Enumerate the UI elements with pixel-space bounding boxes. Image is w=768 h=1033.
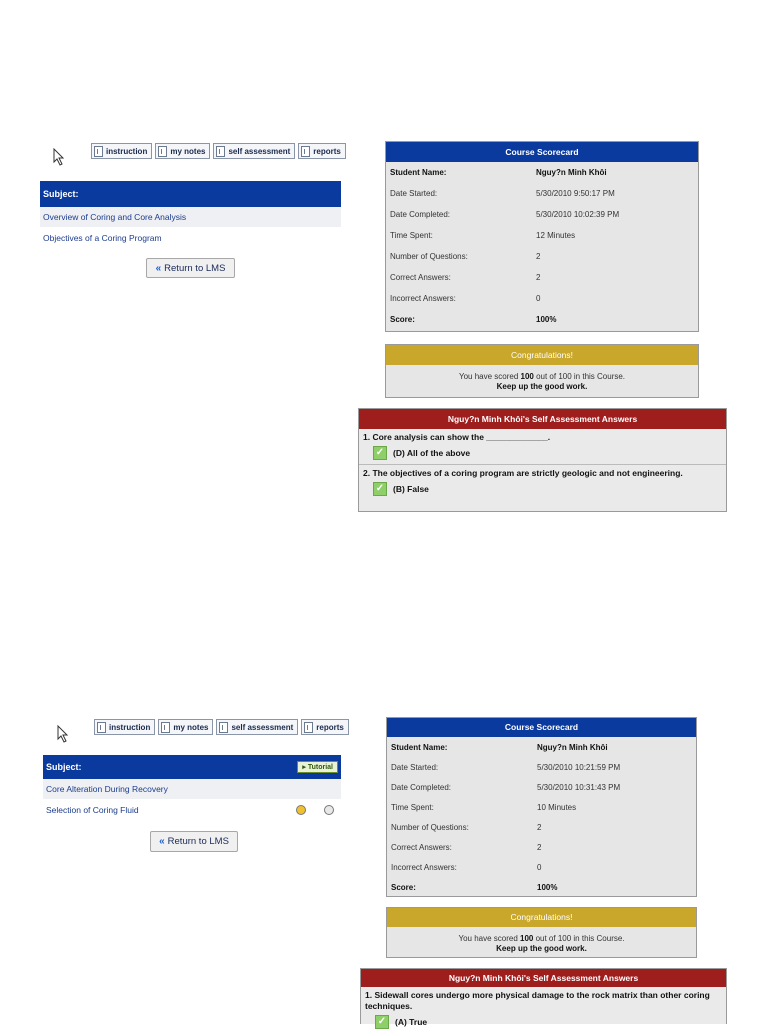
encouragement-message: Keep up the good work. [496,944,587,953]
scorecard-row: Date Completed: 5/30/2010 10:02:39 PM [390,210,620,219]
reports-icon [304,722,313,733]
scorecard-row: Number of Questions: 2 [391,822,542,832]
answer-row: ✓ (B) False [359,481,726,500]
scorecard-row: Date Completed: 5/30/2010 10:31:43 PM [391,782,621,792]
scorecard-row: Score: 100% [390,315,557,324]
tutorial-button[interactable]: ▸ Tutorial [297,761,338,773]
encouragement-message: Keep up the good work. [496,382,588,391]
my-notes-button[interactable]: my notes [155,143,210,159]
self-assessment-answers [360,968,727,1027]
congratulations-title: Congratulations! [387,908,696,927]
self-assessment-button[interactable]: self assessment [213,143,295,159]
scorecard-row: Incorrect Answers: 0 [390,294,541,303]
subject-header: Subject: [40,181,341,207]
scorecard-row: Date Started: 5/30/2010 10:21:59 PM [391,762,621,772]
scorecard-row: Incorrect Answers: 0 [391,862,542,872]
scorecard-row: Correct Answers: 2 [390,273,541,282]
question-text: 1. Sidewall cores undergo more physical damage to the rock matrix than other coring techniques. [365,990,710,1011]
instruction-button[interactable]: instruction [94,719,155,735]
score-message: You have scored 100 out of 100 in this Course. [458,372,626,381]
scorecard-row: Time Spent: 12 Minutes [390,231,576,240]
double-left-arrow-icon: « [159,836,165,847]
assessment-icon [219,722,228,733]
scorecard-row: Date Started: 5/30/2010 9:50:17 PM [390,189,615,198]
double-left-arrow-icon: « [155,262,162,274]
mouse-cursor-icon [53,148,67,166]
info-icon[interactable] [324,805,334,815]
reports-button[interactable]: reports [301,719,349,735]
scorecard-row: Score: 100% [391,882,558,892]
congratulations-title: Congratulations! [386,345,698,365]
notes-icon [158,146,167,157]
subject-header: Subject: ▸ Tutorial [43,755,341,779]
course-scorecard [386,717,697,897]
return-to-lms-button[interactable]: « Return to LMS [150,831,238,852]
congratulations-box [386,907,697,958]
subject-link-core-alteration[interactable]: Core Alteration During Recovery [43,779,341,799]
my-notes-button[interactable]: my notes [158,719,213,735]
bottom-toolbar [94,719,349,735]
mouse-cursor-icon [57,725,71,743]
scorecard-row: Time Spent: 10 Minutes [391,802,577,812]
checkmark-icon: ✓ [373,482,387,496]
self-assessment-button[interactable]: self assessment [216,719,298,735]
instruction-button[interactable]: instruction [91,143,152,159]
self-assessment-answers [358,408,727,512]
scorecard-title: Course Scorecard [386,142,698,162]
scorecard-row: Student Name: Nguy?n Minh Khôi [391,742,608,752]
notes-icon [161,722,170,733]
scorecard-row: Number of Questions: 2 [390,252,541,261]
media-icon[interactable] [296,805,306,815]
answers-title: Nguy?n Minh Khôi's Self Assessment Answers [361,969,726,987]
reports-icon [301,146,310,157]
question-text: 2. The objectives of a coring program are strictly geologic and not engineering. [363,468,683,478]
scorecard-title: Course Scorecard [387,718,696,737]
subject-link-coring-fluid[interactable]: Selection of Coring Fluid [43,800,341,820]
row-actions [296,805,334,815]
question-text: 1. Core analysis can show the _____________. [363,432,551,442]
reports-button[interactable]: reports [298,143,346,159]
instruction-icon [94,146,103,157]
subject-link-objectives[interactable]: Objectives of a Coring Program [43,233,162,243]
scorecard-row: Student Name: Nguy?n Minh Khôi [390,168,607,177]
top-toolbar [91,143,346,159]
answer-row: ✓ (D) All of the above [359,445,726,464]
subject-link-overview[interactable]: Overview of Coring and Core Analysis [40,207,341,227]
score-message: You have scored 100 out of 100 in this Course. [458,934,625,943]
return-to-lms-button[interactable]: « Return to LMS [146,258,235,278]
assessment-icon [216,146,225,157]
checkmark-icon: ✓ [375,1015,389,1029]
answer-row: ✓ (A) True [361,1014,726,1033]
congratulations-box [385,344,699,398]
scorecard-row: Correct Answers: 2 [391,842,542,852]
checkmark-icon: ✓ [373,446,387,460]
instruction-icon [97,722,106,733]
course-scorecard [385,141,699,332]
answers-title: Nguy?n Minh Khôi's Self Assessment Answers [359,409,726,429]
